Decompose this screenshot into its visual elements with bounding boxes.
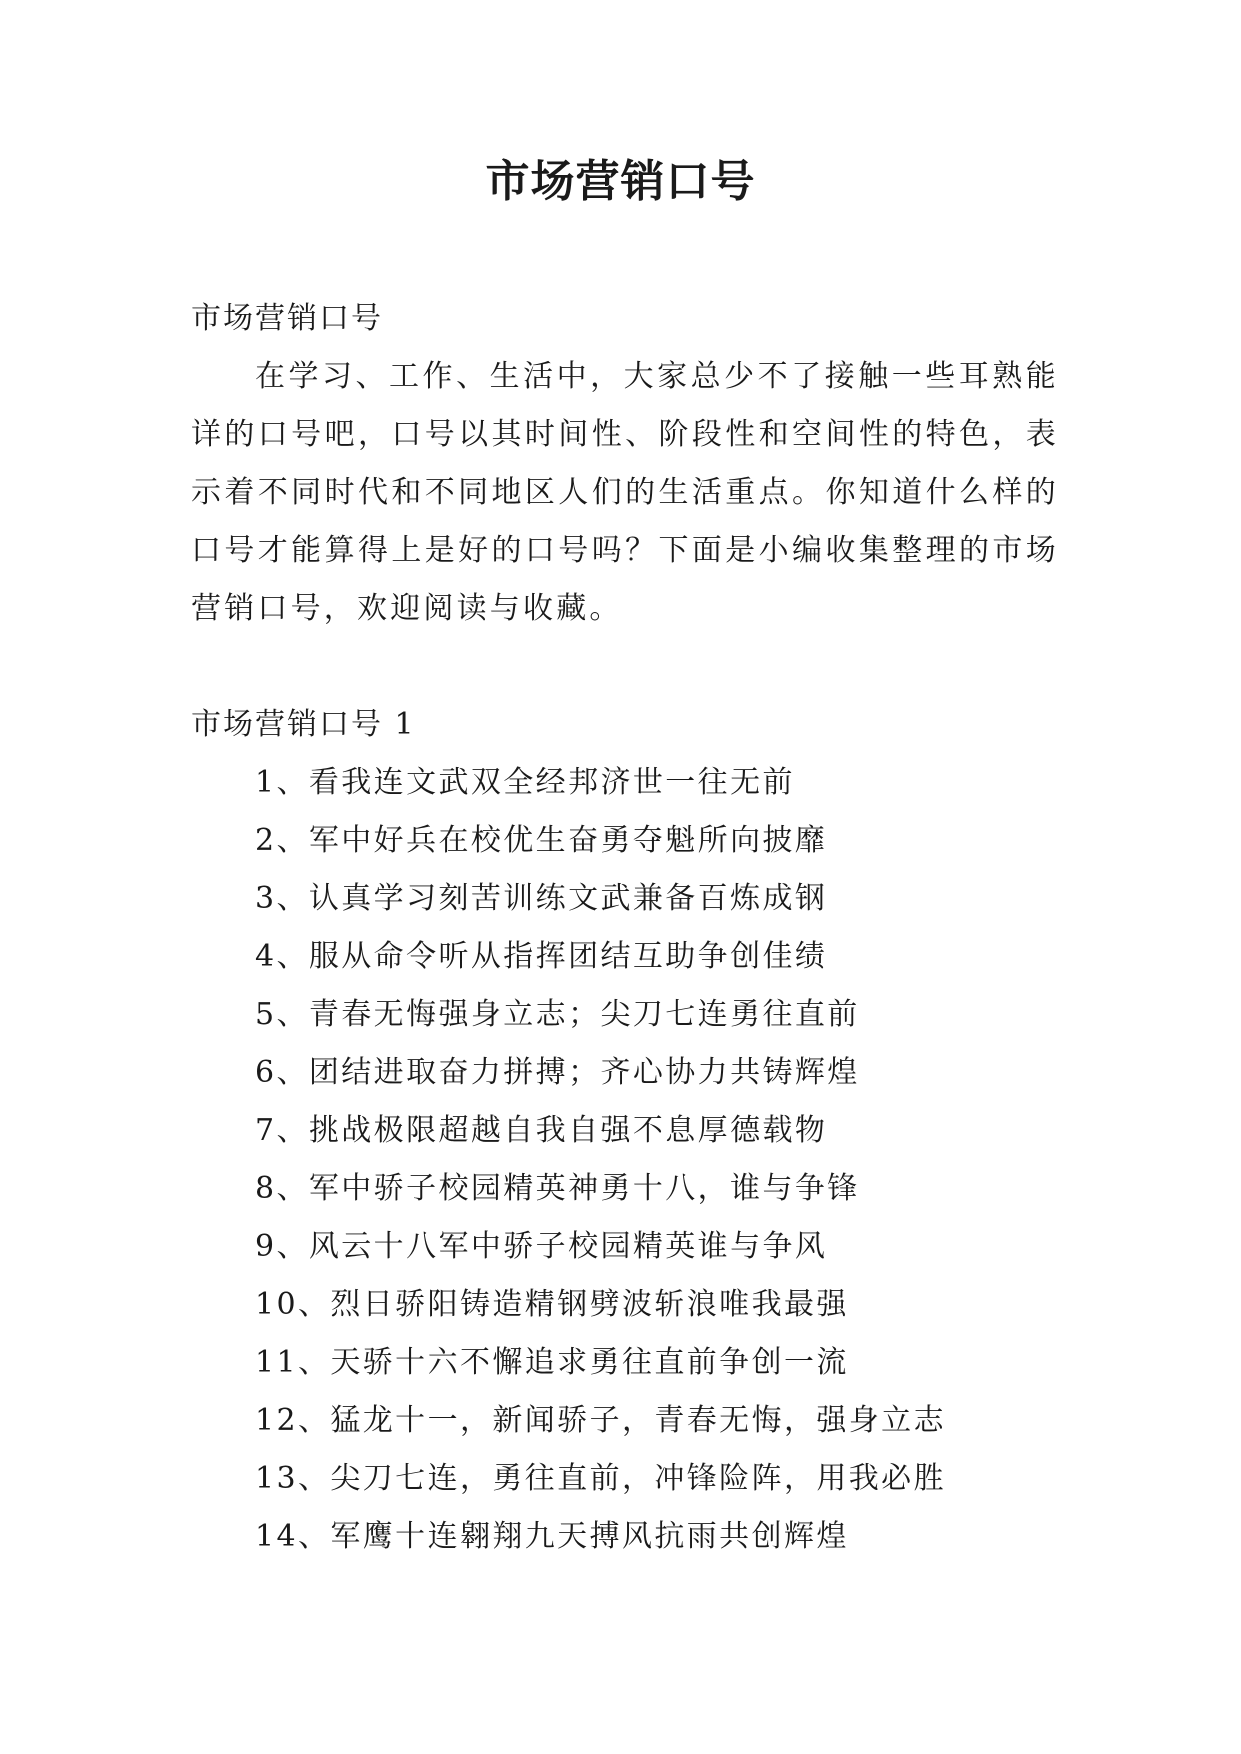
list-item: 6、团结进取奋力拼搏；齐心协力共铸辉煌	[255, 1055, 860, 1090]
list-item: 12、猛龙十一，新闻骄子，青春无悔，强身立志	[255, 1403, 946, 1438]
list-item: 2、军中好兵在校优生奋勇夺魁所向披靡	[255, 823, 828, 858]
section-heading: 市场营销口号 1	[191, 707, 416, 742]
list-item: 1、看我连文武双全经邦济世一往无前	[255, 765, 795, 800]
intro-paragraph: 在学习、工作、生活中，大家总少不了接触一些耳熟能详的口号吧，口号以其时间性、阶段性和空间性的特色，表示着不同时代和不同地区人们的生活重点。你知道什么样的口号才能算得上是好的口号吗？下面是小编收集整理的市场营销口号，欢迎阅读与收藏。	[191, 359, 1059, 626]
list-item: 8、军中骄子校园精英神勇十八，谁与争锋	[255, 1171, 860, 1206]
list-item: 13、尖刀七连，勇往直前，冲锋险阵，用我必胜	[255, 1461, 946, 1496]
subtitle: 市场营销口号	[191, 301, 383, 336]
document-title: 市场营销口号	[485, 156, 756, 207]
paragraph-spacer	[191, 638, 1059, 696]
list-item: 9、风云十八军中骄子校园精英谁与争风	[255, 1229, 828, 1264]
list-item: 10、烈日骄阳铸造精钢劈波斩浪唯我最强	[255, 1287, 849, 1322]
list-item: 7、挑战极限超越自我自强不息厚德载物	[255, 1113, 828, 1148]
list-item: 4、服从命令听从指挥团结互助争创佳绩	[255, 939, 828, 974]
document-body	[191, 290, 1059, 1566]
list-item: 14、军鹰十连翱翔九天搏风抗雨共创辉煌	[255, 1519, 849, 1554]
list-item: 5、青春无悔强身立志；尖刀七连勇往直前	[255, 997, 860, 1032]
list-item: 3、认真学习刻苦训练文武兼备百炼成钢	[255, 881, 828, 916]
slogan-list	[191, 754, 1059, 1566]
list-item: 11、天骄十六不懈追求勇往直前争创一流	[255, 1345, 849, 1380]
